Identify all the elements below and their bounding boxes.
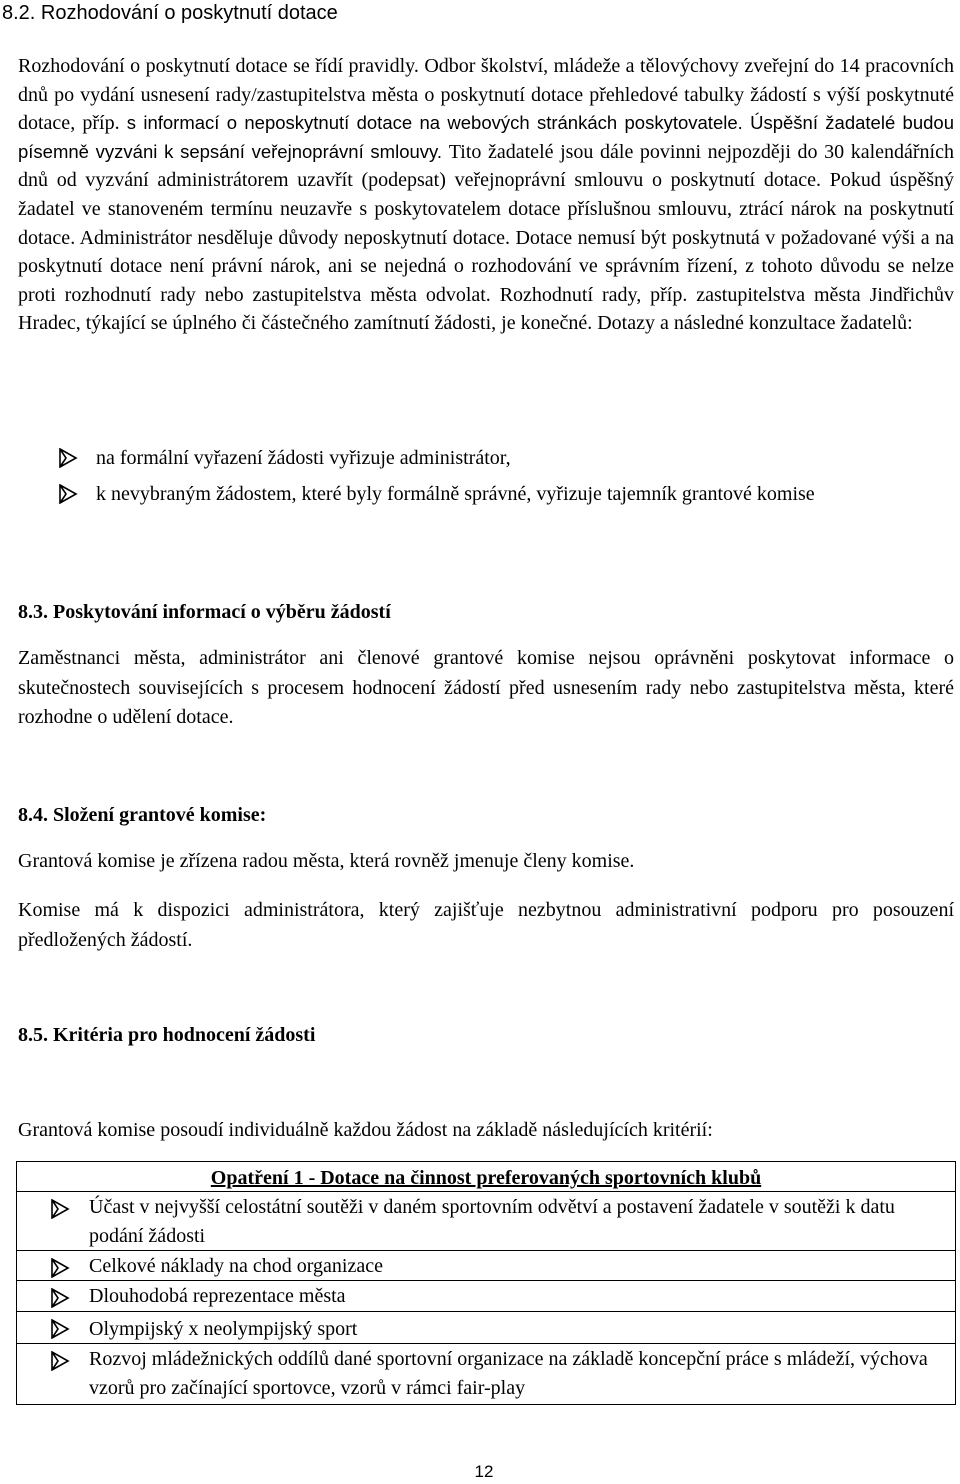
table-row [17, 1280, 955, 1311]
list-item-text: na formální vyřazení žádosti vyřizuje administrátor, [96, 447, 511, 469]
table-cell: Celkové náklady na chod organizace [89, 1255, 383, 1277]
paragraph-run: Tito žadatelé jsou dále povinni nejpozději do 30 kalendářních dnů od vyzvání administrátorem uzavřít (podepsat) veřejnoprávní smlouvu o poskytnutí dotace. Pokud úspěšný žadatel ve stanoveném termínu neuzavře s poskytovatelem dotace příslušnou smlouvu, ztrácí nárok na poskytnutí dotace. Administrátor nesděluje důvody neposkytnutí dotace. Dotace nemusí být poskytnutá v požadované výši a na poskytnutí dotace není právní nárok, ani se nejedná o rozhodování ve správním řízení, z tohoto důvodu se nelze proti rozhodnutí rady nebo zastupitelstva města odvolat. Rozhodnutí rady, příp. zastupitelstva města Jindřichův Hradec, týkající se úplného či částečného zamítnutí žádosti, je konečné. Dotazy a následné konzultace žadatelů: [18, 140, 954, 335]
paragraph-commission-administrator: Komise má k dispozici administrátora, který zajišťuje nezbytnou administrativní podporu pro posouzení předložených žádostí. [18, 899, 954, 951]
paragraph-information-restriction: Zaměstnanci města, administrátor ani členové grantové komise nejsou oprávněni poskytovat informace o skutečnostech souvisejících s procesem hodnocení žádostí před usnesením rady nebo zastupitelstva města, které rozhodne o udělení dotace. [18, 647, 954, 728]
paragraph-decision-rules [18, 52, 954, 338]
list-item [58, 443, 954, 473]
section-heading-8-5: 8.5. Kritéria pro hodnocení žádosti [18, 1024, 316, 1046]
paragraph-run: Rozhodování o poskytnutí dotace se řídí pravidly. Odbor školství, mládeže a tělovýchovy zveřejní do 14 pracovních dnů po vydání usnesení rady/zastupitelstva města o poskytnutí dotace přehledové tabulky žádostí s výší poskytnuté dotace, příp. [18, 55, 954, 135]
section-heading-8-2: 8.2. Rozhodování o poskytnutí dotace [2, 2, 338, 24]
paragraph-run: s informací o neposkytnutí dotace na webových stránkách poskytovatele. Úspěšní žadatelé budou písemně vyzváni k sepsání veřejnoprávní smlouvy. [18, 112, 954, 162]
paragraph-criteria-intro: Grantová komise posoudí individuálně každou žádost na základě následujících kritérií: [18, 1119, 713, 1141]
arrow-bullet-icon [50, 1319, 70, 1339]
arrow-bullet-icon [50, 1199, 70, 1219]
page-number: 12 [474, 1462, 494, 1481]
list-item [58, 479, 954, 509]
arrow-bullet-icon [58, 484, 78, 504]
list-item-text: k nevybraným žádostem, které byly formálně správné, vyřizuje tajemník grantové komise [96, 483, 815, 505]
section-heading-8-3: 8.3. Poskytování informací o výběru žádostí [18, 601, 391, 623]
section-heading-8-4: 8.4. Složení grantové komise: [18, 804, 267, 826]
table-cell: Účast v nejvyšší celostátní soutěži v daném sportovním odvětví a postavení žadatele v soutěži k datu podání žádosti [89, 1196, 895, 1247]
criteria-table [16, 1161, 956, 1405]
table-row [17, 1250, 955, 1280]
arrow-bullet-icon [58, 448, 78, 468]
consultation-list [58, 443, 954, 515]
table-row [17, 1311, 955, 1343]
table-cell: Olympijský x neolympijský sport [89, 1318, 358, 1340]
table-row [17, 1343, 955, 1404]
criteria-table-title: Opatření 1 - Dotace na činnost preferovaných sportovních klubů [210, 1167, 762, 1189]
table-cell: Rozvoj mládežnických oddílů dané sportovní organizace na základě koncepční práce s mládeží, výchova vzorů pro začínající sportovce, vzorů v rámci fair-play [89, 1348, 928, 1399]
paragraph-commission-established: Grantová komise je zřízena radou města, která rovněž jmenuje členy komise. [18, 850, 635, 872]
arrow-bullet-icon [50, 1288, 70, 1308]
arrow-bullet-icon [50, 1351, 70, 1371]
table-cell: Dlouhodobá reprezentace města [89, 1285, 346, 1307]
arrow-bullet-icon [50, 1258, 70, 1278]
table-row [17, 1191, 955, 1250]
